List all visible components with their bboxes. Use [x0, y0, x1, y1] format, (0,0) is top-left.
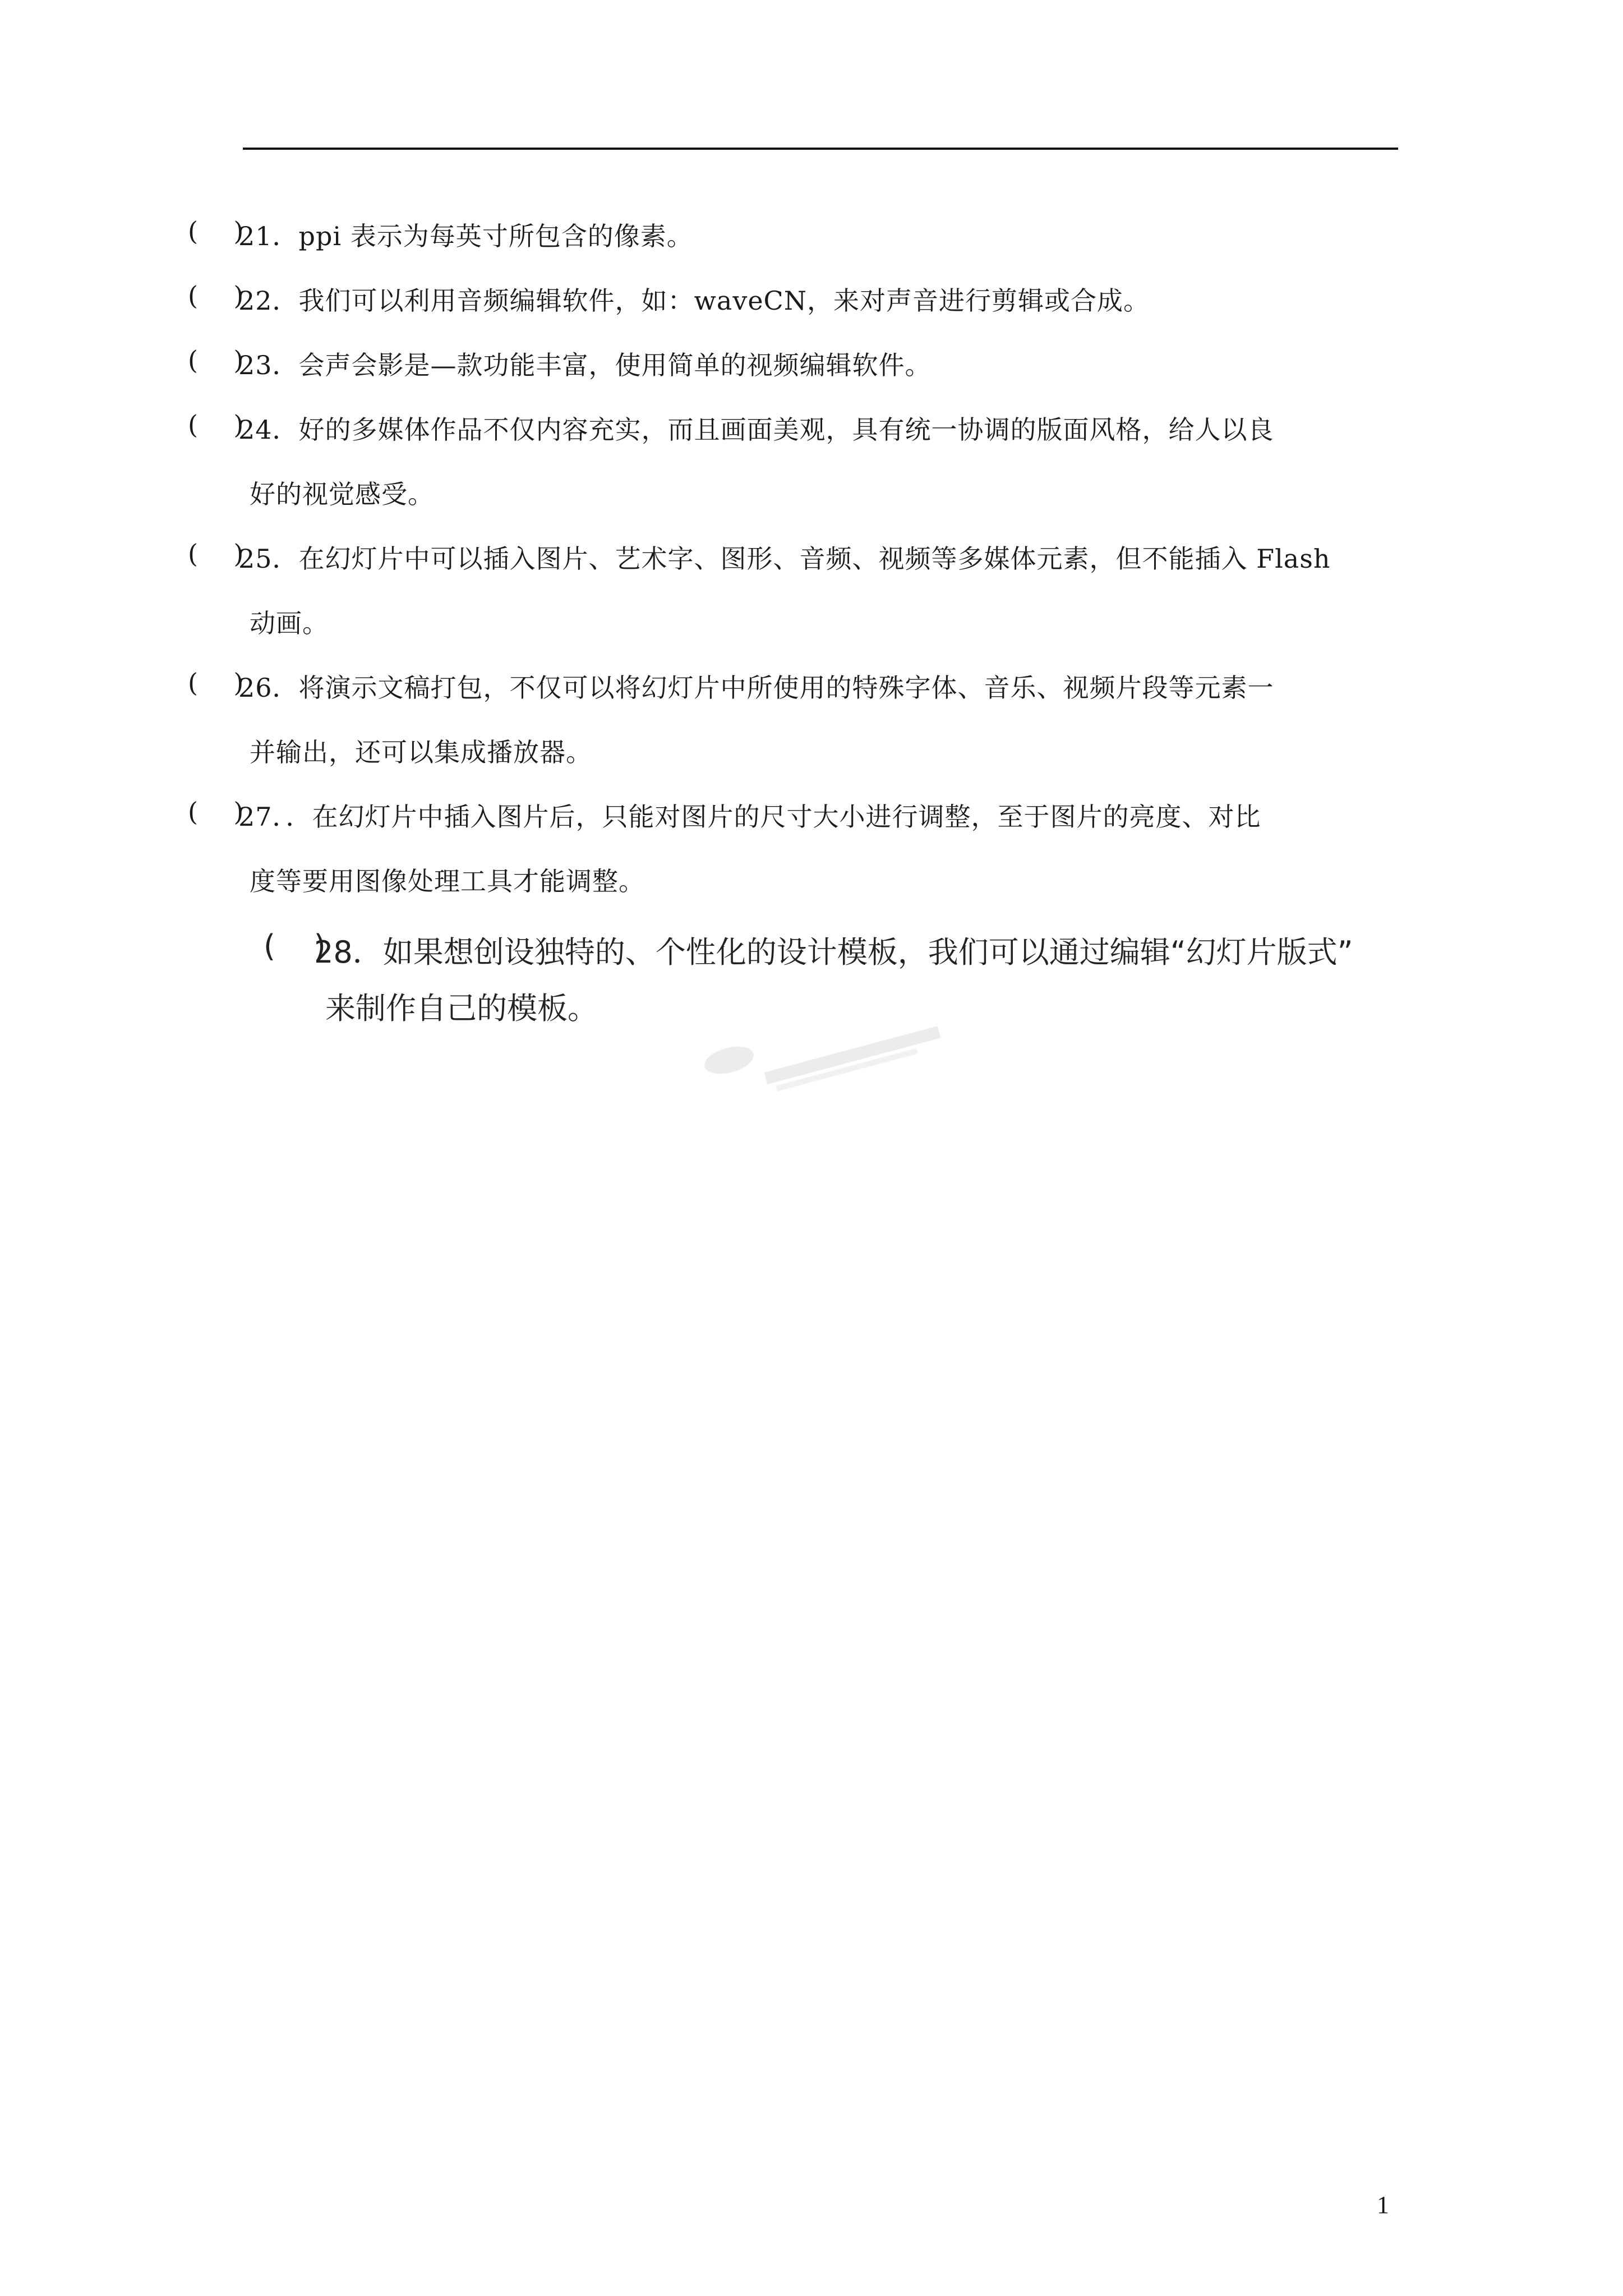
- question-text: 21．ppi 表示为每英寸所包含的像素。: [238, 221, 693, 251]
- question-text: 23．会声会影是—款功能丰富，使用简单的视频编辑软件。: [238, 350, 932, 380]
- answer-blank[interactable]: ( ): [188, 216, 245, 246]
- question-text-continued: 来制作自己的模板。: [325, 991, 598, 1026]
- answer-blank[interactable]: ( ): [188, 280, 245, 311]
- question-text: 28．如果想创设独特的、个性化的设计模板，我们可以通过编辑“幻灯片版式”: [314, 935, 1353, 970]
- question-text-continued: 好的视觉感受。: [250, 479, 434, 509]
- answer-blank[interactable]: ( ): [264, 928, 326, 964]
- header-rule: [243, 148, 1398, 150]
- question-text: 24．好的多媒体作品不仅内容充实，而且画面美观，具有统一协调的版面风格，给人以良: [238, 415, 1274, 445]
- question-text: 26．将演示文稿打包，不仅可以将幻灯片中所使用的特殊字体、音乐、视频片段等元素一: [238, 673, 1274, 703]
- answer-blank[interactable]: ( ): [188, 539, 245, 569]
- answer-blank[interactable]: ( ): [188, 409, 245, 440]
- watermark-logo: [695, 1027, 987, 1094]
- question-text: 22．我们可以利用音频编辑软件，如：waveCN，来对声音进行剪辑或合成。: [238, 286, 1150, 316]
- question-text-continued: 并输出，还可以集成播放器。: [250, 737, 592, 767]
- question-text-continued: 度等要用图像处理工具才能调整。: [250, 866, 645, 896]
- question-text-continued: 动画。: [250, 608, 329, 638]
- page-number: 1: [1377, 2191, 1389, 2219]
- question-text: 27．．在幻灯片中插入图片后，只能对图片的尺寸大小进行调整，至于图片的亮度、对比: [238, 802, 1261, 832]
- question-text: 25．在幻灯片中可以插入图片、艺术字、图形、音频、视频等多媒体元素，但不能插入 Flash: [238, 544, 1331, 574]
- answer-blank[interactable]: ( ): [188, 797, 245, 827]
- answer-blank[interactable]: ( ): [188, 668, 245, 698]
- answer-blank[interactable]: ( ): [188, 345, 245, 375]
